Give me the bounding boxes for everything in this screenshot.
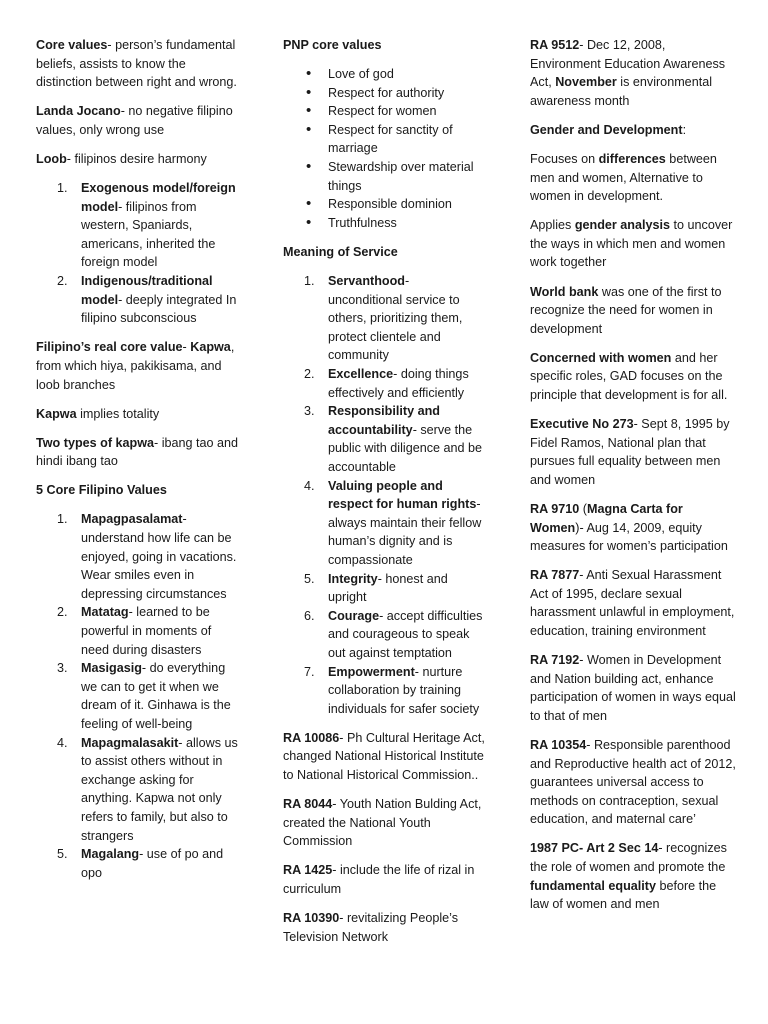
definition: , from which hiya, pakikisama, and loob branches [36,340,235,392]
list-number: 3. [57,661,68,676]
term: Executive No 273 [530,417,634,432]
term: Valuing people and respect for human rights [328,478,477,512]
term: World bank [530,284,599,299]
separator: : [682,122,687,137]
term: Integrity [328,571,378,586]
concerned-paragraph [530,349,737,405]
text: Applies [530,218,575,233]
definition: - include the life of rizal in curriculum [283,863,475,896]
definition: before the law of women and men [530,878,717,912]
definition: - understand how life can be enjoyed, going in vacations. Wear smiles even in depressing circumstances [81,512,237,601]
list-number: 2. [304,367,315,381]
text: Focuses on [530,151,599,166]
list-item: • Truthfulness [328,214,486,233]
definition: to uncover the ways in which men and women work together [530,218,733,270]
term: Kapwa [190,340,231,355]
term: Loob [36,151,67,166]
list-number: 5. [57,847,68,862]
core-values-paragraph [36,36,242,92]
list-number: 5. [304,571,315,586]
term: gender analysis [574,218,671,233]
list-item [57,734,242,846]
term: Filipino’s real core value [36,340,183,355]
column-2 [283,36,486,957]
focuses-paragraph [530,150,737,206]
list-item [304,663,486,719]
term: Exogenous model/foreign model [81,181,236,214]
definition: - deeply integrated In filipino subconscious [81,292,237,326]
ra1425-paragraph [283,861,486,898]
definition: and her specific roles, GAD focuses on the principle that development is for all. [530,350,728,402]
definition: - unconditional service to others, prioritizing them, protect clientele and community [328,274,463,363]
definition: - Ph Cultural Heritage Act, changed National Historical Institute to National Historical Commission.. [283,730,485,782]
list-number: 6. [304,608,315,623]
definition: - always maintain their fellow human’s dignity and is compassionate [328,497,482,567]
heading: PNP core values [283,38,382,52]
definition: - use of po and opo [81,847,224,880]
term: Masigasig [81,661,142,676]
term: Magna Carta for Women [530,501,683,535]
list-number: 2. [57,605,68,620]
definition: - serve the public with diligence and be accountable [328,422,483,474]
definition: - Sept 8, 1995 by Fidel Ramos, National plan that pursues full equality between men and women [530,417,730,487]
ra9512-paragraph [530,36,737,110]
list-number: 1. [57,512,68,527]
definition: - Anti Sexual Harassment Act of 1995, declare sexual harassment unlawful in employment, education, training environment [530,568,735,639]
term: Responsibility and accountability [328,404,440,437]
list-number: 4. [57,735,68,750]
separator: - [182,340,191,355]
list-item: • Respect for authority [328,84,486,103]
list-item [304,570,486,607]
ra10390-paragraph [283,909,486,946]
definition: between men and women, Alternative to women in development. [530,151,717,204]
list-number: 4. [304,478,315,493]
definition: - no negative filipino values, only wrong use [36,104,233,137]
definition: - Responsible parenthood and Reproductive health act of 2012, guarantees universal access to methods on contraception, sexual education, and maternal care’ [530,738,736,827]
term: Kapwa [36,406,77,421]
term: Empowerment [328,664,415,679]
definition: implies totality [76,406,160,421]
term: fundamental equality [530,878,656,893]
definition: was one of the first to recognize the need for women in development [530,284,722,336]
models-list [36,179,242,328]
five-core-list [36,510,242,882]
term: RA 7877 [530,568,580,583]
applies-paragraph [530,216,737,272]
term: Mapagpasalamat [81,512,183,527]
kapwa-totality-paragraph [36,405,242,424]
kapwa-core-paragraph [36,338,242,394]
term: Two types of kapwa [36,435,155,450]
definition: - Women in Development and Nation building act, enhance participation of women in ways equal to that of men [530,653,736,723]
ra7877-paragraph [530,566,737,640]
heading: Meaning of Service [283,244,398,259]
list-item: • Love of god [328,65,486,84]
pnp-values-list [283,65,486,232]
list-item [304,272,486,365]
list-item [57,603,242,659]
term: Magalang [81,847,140,862]
column-1 [36,36,242,893]
two-types-paragraph [36,434,242,471]
definition: - doing things effectively and efficiently [328,367,469,400]
term: differences [598,151,666,166]
pnp-heading [283,36,486,55]
term: Indigenous/traditional model [81,274,213,307]
term: Courage [328,608,380,623]
landa-jocano-paragraph [36,102,242,139]
list-item [304,402,486,476]
definition: - allows us to assist others without in exchange asking for anything. Kapwa not only refers to family, but also to strangers [81,735,238,843]
definition: - Dec 12, 2008, Environment Education Awareness Act, [530,38,726,90]
list-item: • Stewardship over material things [328,158,486,195]
list-item [57,272,242,328]
list-number: 3. [304,404,315,419]
heading: Gender and Development [530,122,683,137]
gad-heading [530,121,737,140]
list-item [57,845,242,882]
term: November [555,75,617,90]
service-list [283,272,486,718]
list-number: 1. [304,274,315,289]
definition: is environmental awareness month [530,75,712,108]
separator: ( [579,501,587,516]
worldbank-paragraph [530,283,737,339]
list-item [304,607,486,663]
column-3 [530,36,737,924]
ra8044-paragraph [283,795,486,851]
term: RA 7192 [530,653,580,668]
definition: - learned to be powerful in moments of need during disasters [81,605,212,657]
term: Landa Jocano [36,104,121,119]
term: Concerned with women [530,350,672,365]
definition: - filipinos from western, Spaniards, americans, inherited the foreign model [81,199,216,270]
definition: )- Aug 14, 2009, equity measures for women’s participation [530,520,728,554]
definition: - filipinos desire harmony [66,151,207,166]
term: RA 10390 [283,911,340,926]
term: Excellence [328,367,394,381]
term: RA 9710 [530,501,580,516]
term: RA 1425 [283,863,333,878]
definition: - person’s fundamental beliefs, assists to know the distinction between right and wrong. [36,38,237,90]
term: RA 10086 [283,730,340,745]
loob-paragraph [36,150,242,169]
definition: - Youth Nation Bulding Act, created the National Youth Commission [283,797,482,849]
list-item: • Responsible dominion [328,195,486,214]
list-item: • Respect for women [328,102,486,121]
list-number: 7. [304,664,315,679]
term: RA 8044 [283,797,333,812]
term: Mapagmalasakit [81,735,179,750]
ra9710-paragraph [530,500,737,556]
list-number: 1. [57,181,68,196]
five-core-heading [36,481,242,500]
definition: - nurture collaboration by training individuals for safer society [328,664,480,716]
definition: - revitalizing People’s Television Network [283,911,459,944]
definition: - do everything we can to get it when we dream of it. Ginhawa is the feeling of well-being [81,661,231,731]
list-item [57,179,242,272]
definition: - recognizes the role of women and promote the [530,841,727,875]
term: Servanthood [328,274,405,289]
service-heading [283,243,486,262]
heading: 5 Core Filipino Values [36,483,167,498]
ra10354-paragraph [530,736,737,829]
list-item [304,477,486,570]
eo273-paragraph [530,415,737,489]
ra10086-paragraph [283,729,486,785]
pc1987-paragraph [530,839,737,913]
definition: - honest and upright [328,571,448,605]
definition: - accept difficulties and courageous to speak out against temptation [328,608,483,660]
term: RA 9512 [530,38,580,52]
term: 1987 PC- Art 2 Sec 14 [530,841,659,856]
ra7192-paragraph [530,651,737,725]
list-number: 2. [57,274,68,289]
term: Matatag [81,605,129,620]
list-item [57,659,242,733]
term: Core values [36,38,108,52]
list-item: • Respect for sanctity of marriage [328,121,486,158]
term: RA 10354 [530,738,587,752]
definition: - ibang tao and hindi ibang tao [36,435,239,469]
list-item [57,510,242,603]
list-item [304,365,486,402]
